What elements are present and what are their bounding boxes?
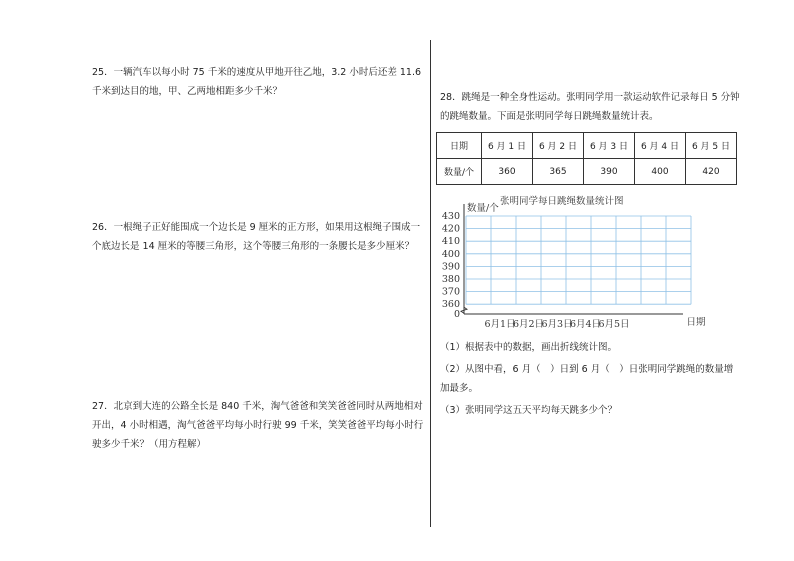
x-tick-label: 6月3日: [541, 319, 573, 330]
table-row-dates: [437, 133, 737, 159]
table-cell-count: 400: [635, 159, 686, 185]
table-cell-date: 6 月 4 日: [635, 133, 686, 159]
question-25: 25．一辆汽车以每小时 75 千米的速度从甲地开往乙地，3.2 小时后还差 11.6 千米到达目的地，甲、乙两地相距多少千米？: [92, 67, 422, 97]
y-axis-label: 数量/个: [467, 203, 499, 214]
y-tick-label: 380: [441, 274, 460, 285]
sub-question-3: （3）张明同学这五天平均每天跳多少个？: [440, 405, 618, 416]
y-tick-label: 400: [441, 248, 460, 260]
x-tick-label: 6月1日: [484, 319, 516, 330]
table-cell-date: 6 月 1 日: [482, 133, 533, 159]
y-tick-label: 390: [441, 261, 460, 273]
y-tick-label: 420: [441, 223, 460, 235]
chart-title: 张明同学每日跳绳数量统计图: [500, 196, 624, 207]
jump-rope-table: [436, 132, 737, 185]
y-tick-label: 370: [441, 286, 460, 298]
y-tick-label: 360: [441, 299, 460, 311]
table-cell-date: 6 月 2 日: [533, 133, 584, 159]
sub-question-2: （2）从图中看，6 月（ ）日到 6 月（ ）日张明同学跳绳的数量增加最多。: [440, 364, 734, 394]
table-cell-count: 365: [533, 159, 584, 185]
question-26: 26．一根绳子正好能围成一个边长是 9 厘米的正方形，如果用这根绳子围成一个底边长是 14 厘米的等腰三角形，这个等腰三角形的一条腰长是多少厘米？: [92, 222, 421, 252]
table-header-count: 数量/个: [437, 159, 482, 185]
line-chart-grid: [428, 200, 728, 335]
y-tick-label-zero: 0: [453, 309, 460, 320]
table-cell-count: 390: [584, 159, 635, 185]
table-row-counts: [437, 159, 737, 185]
x-tick-label: 6月2日: [512, 319, 545, 330]
y-tick-label: 430: [441, 211, 460, 222]
question-28: 28．跳绳是一种全身性运动。张明同学用一款运动软件记录每日 5 分钟的跳绳数量。下面是张明同学每日跳绳数量统计表。: [440, 92, 740, 122]
table-cell-date: 6 月 5 日: [686, 133, 737, 159]
table-cell-date: 6 月 3 日: [584, 133, 635, 159]
table-cell-count: 420: [686, 159, 737, 185]
question-27: 27．北京到大连的公路全长是 840 千米，淘气爸爸和笑笑爸爸同时从两地相对开出，4 小时相遇，淘气爸爸平均每小时行驶 99 千米，笑笑爸爸平均每小时行驶多少千米？（用方程解）: [92, 401, 424, 450]
sub-question-1: （1）根据表中的数据，画出折线统计图。: [440, 342, 618, 353]
y-tick-label: 410: [441, 236, 460, 248]
x-tick-label: 6月5日: [598, 319, 630, 330]
x-tick-label: 6月4日: [569, 319, 602, 330]
table-cell-count: 360: [482, 159, 533, 185]
x-axis-label: 日期: [686, 317, 706, 328]
table-header-date: 日期: [437, 133, 482, 159]
